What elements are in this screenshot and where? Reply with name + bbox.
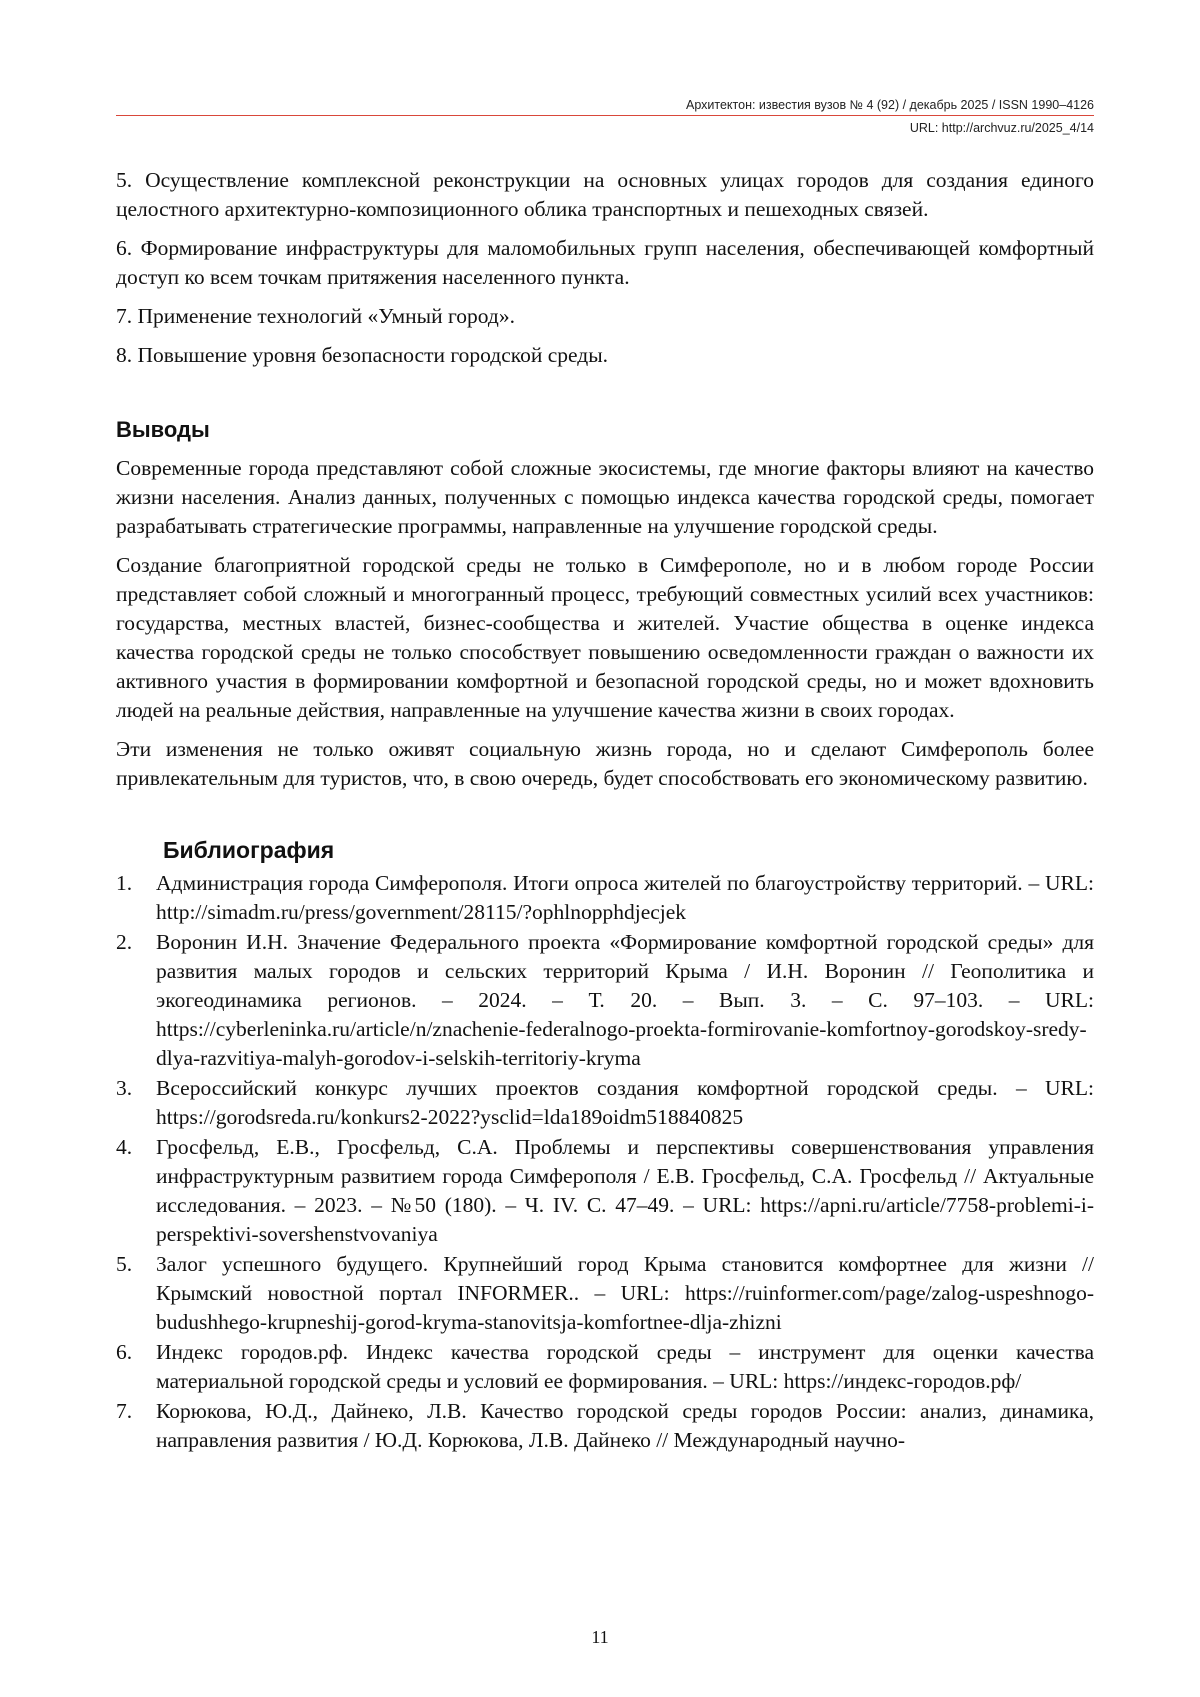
entry-number: 2. xyxy=(116,930,133,954)
entry-number: 3. xyxy=(116,1076,133,1100)
bibliography-list xyxy=(116,869,1094,1455)
header-rule xyxy=(116,115,1094,116)
section-spacer xyxy=(116,803,1094,835)
entry-text: Индекс городов.рф. Индекс качества городской среды – инструмент для оценки качества материальной городской среды и условий ее формирования. – URL: https://индекс-городов.рф/ xyxy=(156,1340,1094,1393)
entry-text: Залог успешного будущего. Крупнейший город Крыма становится комфортнее для жизни // Крымский новостной портал INFORMER.. – URL: https://ruinformer.com/page/zalog-uspeshnogo-budushhego-krupneshij-gorod-kryma-stanovitsja-komfortnee-dlja-zhizni xyxy=(156,1252,1094,1334)
entry-text: Корюкова, Ю.Д., Дайнеко, Л.В. Качество городской среды городов России: анализ, динамика, направления развития / Ю.Д. Корюкова, Л.В. Дайнеко // Международный научно- xyxy=(156,1399,1094,1452)
bibliography-entry xyxy=(116,1397,1094,1455)
conclusions-heading: Выводы xyxy=(116,417,210,442)
entry-number: 5. xyxy=(116,1252,133,1276)
entry-number: 6. xyxy=(116,1340,133,1364)
bibliography-entry xyxy=(116,869,1094,927)
entry-number: 1. xyxy=(116,871,133,895)
article-body xyxy=(116,166,1094,1456)
conclusions-paragraph: Эти изменения не только оживят социальную жизнь города, но и сделают Симферополь более привлекательным для туристов, что, в свою очередь, будет способствовать его экономическому развитию. xyxy=(116,737,1094,790)
journal-info: Архитектон: известия вузов № 4 (92) / декабрь 2025 / ISSN 1990–4126 xyxy=(686,98,1094,112)
entry-text: Воронин И.Н. Значение Федерального проекта «Формирование комфортной городской среды» для развития малых городов и сельских территорий Крыма / И.Н. Воронин // Геополитика и экогеодинамика регионов. – 2024. – Т. 20. – Вып. 3. – С. 97–103. – URL: https://cyberleninka.ru/article/n/znachenie-federalnogo-proekta-formirovanie-komfortnoy-gorodskoy-sredy-dlya-razvitiya-malyh-gorodov-i-selskih-territoriy-kryma xyxy=(156,930,1094,1070)
bibliography-entry xyxy=(116,928,1094,1073)
list-item-6: 6. Формирование инфраструктуры для маломобильных групп населения, обеспечивающей комфортный доступ ко всем точкам притяжения населенного пункта. xyxy=(116,236,1094,289)
bibliography-entry xyxy=(116,1250,1094,1337)
entry-text: Всероссийский конкурс лучших проектов создания комфортной городской среды. – URL: https://gorodsreda.ru/konkurs2-2022?ysclid=lda189oidm518840825 xyxy=(156,1076,1094,1129)
article-url: URL: http://archvuz.ru/2025_4/14 xyxy=(909,121,1094,135)
list-item-5: 5. Осуществление комплексной реконструкции на основных улицах городов для создания единого целостного архитектурно-композиционного облика транспортных и пешеходных связей. xyxy=(116,168,1094,221)
list-item-7: 7. Применение технологий «Умный город». xyxy=(116,304,515,328)
page-number: 11 xyxy=(591,1627,609,1647)
section-spacer xyxy=(116,380,1094,416)
entry-text: Администрация города Симферополя. Итоги опроса жителей по благоустройству территорий. – URL: http://simadm.ru/press/government/28115/?ophlnopphdjecjek xyxy=(156,871,1094,924)
list-item-8: 8. Повышение уровня безопасности городской среды. xyxy=(116,343,609,367)
entry-number: 7. xyxy=(116,1399,133,1423)
entry-text: Гросфельд, Е.В., Гросфельд, С.А. Проблемы и перспективы совершенствования управления инфраструктурным развитием города Симферополя / Е.В. Гросфельд, С.А. Гросфельд // Актуальные исследования. – 2023. – №50 (180). – Ч. IV. С. 47–49. – URL: https://apni.ru/article/7758-problemi-i-perspektivi-sovershenstvovaniya xyxy=(156,1135,1094,1246)
running-header xyxy=(116,97,1094,136)
conclusions-paragraph: Современные города представляют собой сложные экосистемы, где многие факторы влияют на качество жизни населения. Анализ данных, полученных с помощью индекса качества городской среды, помогает разрабатывать стратегические программы, направленные на улучшение городской среды. xyxy=(116,456,1094,538)
entry-number: 4. xyxy=(116,1135,133,1159)
bibliography-heading: Библиография xyxy=(163,837,335,863)
bibliography-entry xyxy=(116,1338,1094,1396)
bibliography-entry xyxy=(116,1133,1094,1249)
conclusions-paragraph: Создание благоприятной городской среды не только в Симферополе, но и в любом городе России представляет собой сложный и многогранный процесс, требующий совместных усилий всех участников: государства, местных властей, бизнес-сообщества и жителей. Участие общества в оценке индекса качества городской среды не только способствует повышению осведомленности граждан о важности их активного участия в формировании комфортной и безопасной городской среды, но и может вдохновить людей на реальные действия, направленные на улучшение качества жизни в своих городах. xyxy=(116,553,1094,722)
bibliography-entry xyxy=(116,1074,1094,1132)
